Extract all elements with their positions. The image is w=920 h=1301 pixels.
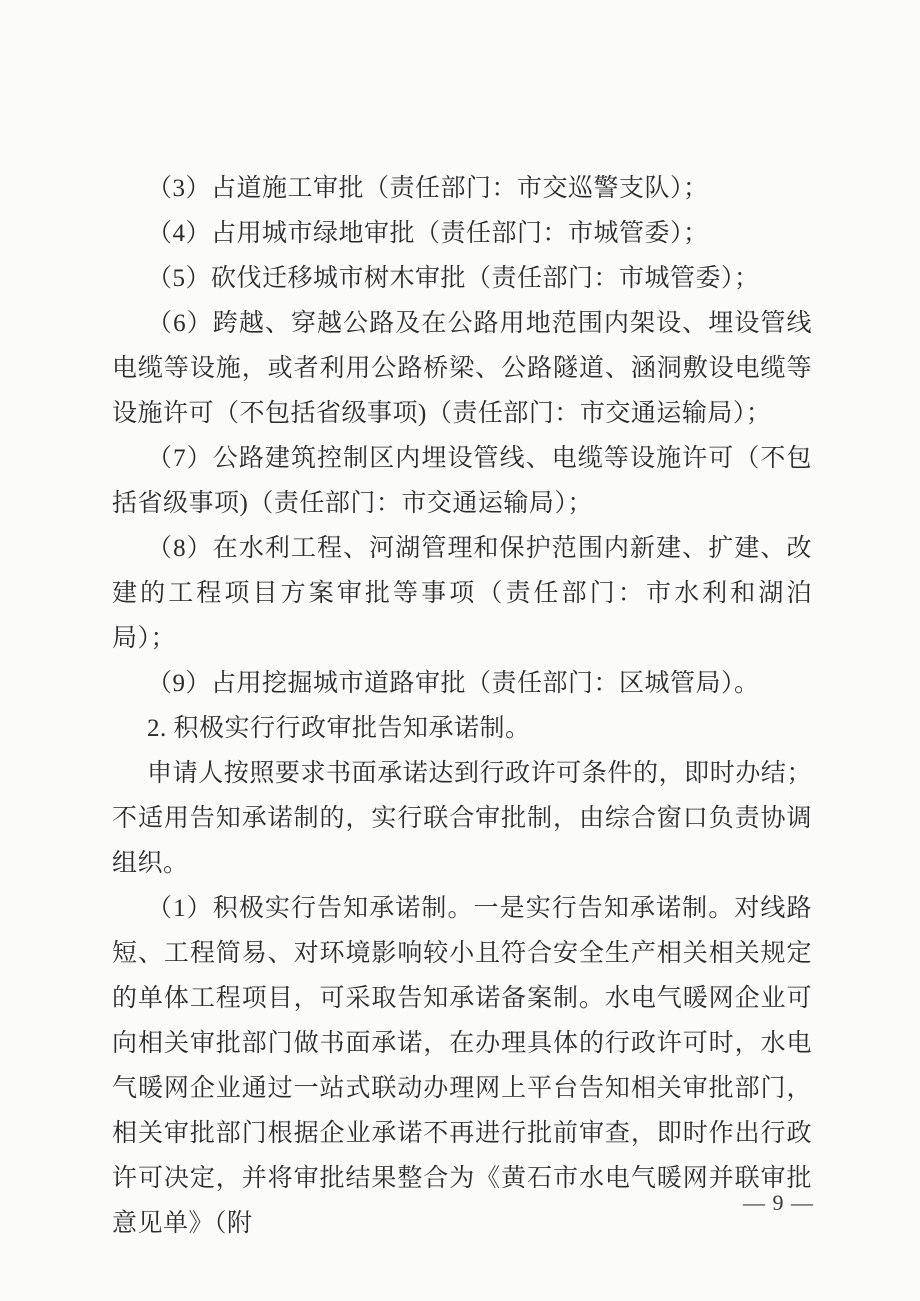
paragraph-item-1: （1）积极实行告知承诺制。一是实行告知承诺制。对线路短、工程简易、对环境影响较小且符合安全生产相关相关规定的单体工程项目，可采取告知承诺备案制。水电气暖网企业可向相关审批部门做书面承诺，在办理具体的行政许可时，水电气暖网企业通过一站式联动办理网上平台告知相关审批部门，相关审批部门根据企业承诺不再进行批前审查，即时作出行政许可决定，并将审批结果整合为《黄石市水电气暖网并联审批意见单》（附 [112,895,812,1237]
paragraph-item-4: （4）占用城市绿地审批（责任部门：市城管委）； [147,220,709,247]
document-body [112,166,812,1246]
paragraph-heading-2: 2. 积极实行行政审批告知承诺制。 [147,715,531,742]
paragraph-item-5: （5）砍伐迁移城市树木审批（责任部门：市城管委）； [147,265,760,292]
page-number: — 9 — [743,1190,814,1215]
paragraph-item-8: （8）在水利工程、河湖管理和保护范围内新建、扩建、改建的工程项目方案审批等事项（责任部门：市水利和湖泊局）； [112,535,812,652]
paragraph-body: 申请人按照要求书面承诺达到行政许可条件的，即时办结；不适用告知承诺制的，实行联合审批制，由综合窗口负责协调组织。 [112,760,812,877]
paragraph-item-3: （3）占道施工审批（责任部门：市交巡警支队）； [147,175,709,202]
paragraph-item-9: （9）占用挖掘城市道路审批（责任部门：区城管局）。 [147,670,760,697]
paragraph-item-6: （6）跨越、穿越公路及在公路用地范围内架设、埋设管线电缆等设施，或者利用公路桥梁、公路隧道、涵洞敷设电缆等设施许可（不包括省级事项)（责任部门：市交通运输局）； [112,310,812,427]
paragraph-item-7: （7）公路建筑控制区内埋设管线、电缆等设施许可（不包括省级事项)（责任部门：市交通运输局）； [112,445,812,517]
